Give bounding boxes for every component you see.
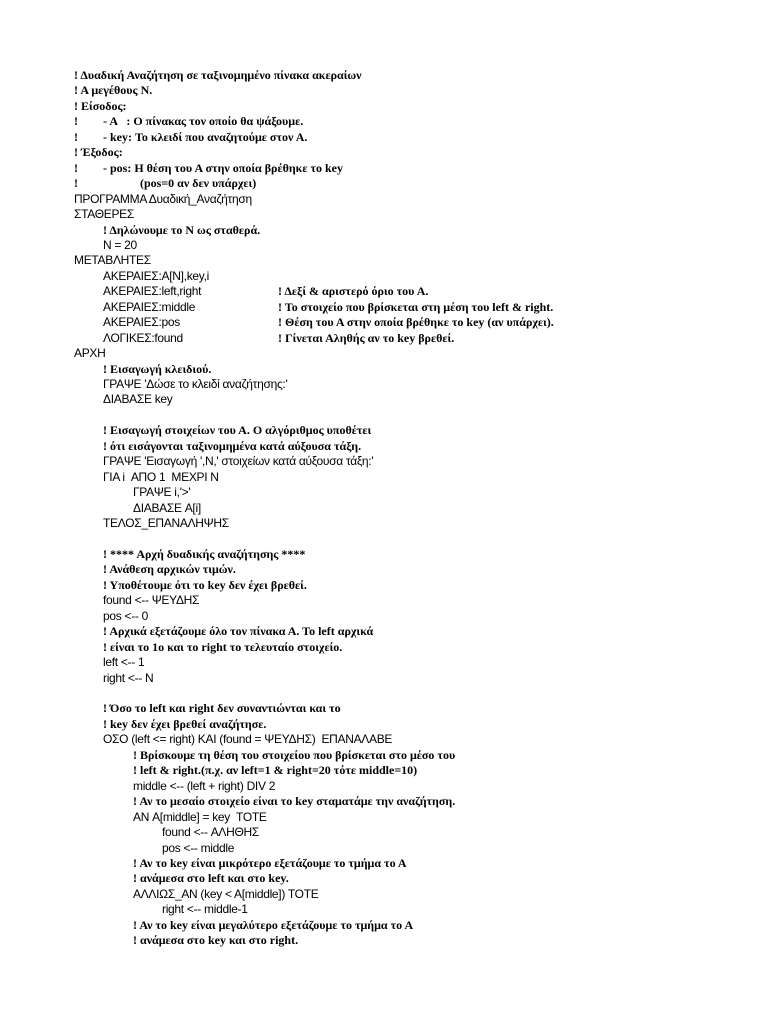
code-text: ΓΙΑ i ΑΠΟ 1 ΜΕΧΡΙ N xyxy=(103,469,219,484)
code-line xyxy=(0,918,768,934)
code-text: pos <-- 0 xyxy=(103,608,148,623)
code-line xyxy=(0,562,768,578)
comment-text: - pos: Η θέση του Α στην οποία βρέθηκε το key xyxy=(103,160,343,175)
code-text: ΟΣΟ (left <= right) ΚΑΙ (found = ΨΕΥΔΗΣ) ΕΠΑΝΑΛΑΒΕ xyxy=(103,732,393,747)
blank-line xyxy=(0,686,768,702)
comment-text: ! Αρχικά εξετάζουμε όλο τον πίνακα Α. Το left αρχικά xyxy=(103,624,374,639)
code-line xyxy=(0,454,768,470)
code-line xyxy=(0,346,768,362)
comment-text: ! xyxy=(74,129,78,144)
comment-text: ! Υποθέτουμε ότι το key δεν έχει βρεθεί. xyxy=(103,577,307,592)
code-line xyxy=(0,902,768,918)
comment-text: ! Το στοιχείο που βρίσκεται στη μέση του left & right. xyxy=(278,299,554,314)
code-line xyxy=(0,331,768,347)
code-line xyxy=(0,501,768,517)
code-text: N = 20 xyxy=(103,237,137,252)
code-text: middle <-- (left + right) DIV 2 xyxy=(133,778,276,793)
code-line xyxy=(0,671,768,687)
code-line xyxy=(0,748,768,764)
comment-text: ! Γίνεται Αληθής αν το key βρεθεί. xyxy=(278,330,455,345)
code-text: ΤΕΛΟΣ_ΕΠΑΝΑΛΗΨΗΣ xyxy=(103,516,229,531)
code-text: ΓΡΑΨΕ 'Δώσε το κλειδί αναζήτησης:' xyxy=(103,377,288,391)
code-line xyxy=(0,284,768,300)
code-text: ΑΝ A[middle] = key ΤΟΤΕ xyxy=(133,809,267,824)
code-text: left <-- 1 xyxy=(103,655,145,670)
comment-text: ! Δηλώνουμε το Ν ως σταθερά. xyxy=(103,222,261,237)
comment-text: ! είναι το 1ο και το right το τελευταίο στοιχείο. xyxy=(103,639,343,654)
code-text: ΔΙΑΒΑΣΕ key xyxy=(103,392,173,407)
comment-text: ! Έξοδος: xyxy=(74,145,123,160)
code-line xyxy=(0,717,768,733)
code-line xyxy=(0,933,768,949)
comment-text: ! Α μεγέθους Ν. xyxy=(74,83,153,98)
code-line xyxy=(0,269,768,285)
code-line xyxy=(0,114,768,130)
code-line xyxy=(0,887,768,903)
code-text: ΑΚΕΡΑΙΕΣ:pos xyxy=(103,315,180,330)
code-line xyxy=(0,779,768,795)
comment-text: ! **** Αρχή δυαδικής αναζήτησης **** xyxy=(103,546,306,561)
code-line xyxy=(0,423,768,439)
comment-text: ! ανάμεσα στο left και στο key. xyxy=(133,871,289,886)
code-line xyxy=(0,871,768,887)
comment-text: - key: Το κλειδί που αναζητούμε στον Α. xyxy=(103,129,308,144)
code-line xyxy=(0,841,768,857)
code-line xyxy=(0,362,768,378)
comment-text: ! left & right.(π.χ. αν left=1 & right=20 τότε middle=10) xyxy=(133,763,418,778)
code-text: right <-- middle-1 xyxy=(162,902,248,917)
code-line xyxy=(0,732,768,748)
code-line xyxy=(0,192,768,208)
code-text: ΑΚΕΡΑΙΕΣ:A[N],key,i xyxy=(103,268,209,283)
code-line xyxy=(0,392,768,408)
code-text: pos <-- middle xyxy=(162,840,235,855)
code-line xyxy=(0,810,768,826)
comment-text: ! Βρίσκουμε τη θέση του στοιχείου που βρίσκεται στο μέσο του xyxy=(133,747,456,762)
code-line xyxy=(0,825,768,841)
code-line xyxy=(0,593,768,609)
code-text: ΛΟΓΙΚΕΣ:found xyxy=(103,330,183,345)
code-line xyxy=(0,470,768,486)
code-text: ΣΤΑΘΕΡΕΣ xyxy=(74,207,134,222)
comment-text: ! ανάμεσα στο key και στο right. xyxy=(133,933,299,948)
code-line xyxy=(0,207,768,223)
code-line xyxy=(0,238,768,254)
code-text: ΑΡΧΗ xyxy=(74,346,106,361)
code-line xyxy=(0,640,768,656)
comment-text: ! key δεν έχει βρεθεί αναζήτησε. xyxy=(103,716,267,731)
code-line xyxy=(0,485,768,501)
code-line xyxy=(0,145,768,161)
code-line xyxy=(0,223,768,239)
comment-text: ! Όσο το left και right δεν συναντιώνται και το xyxy=(103,701,341,716)
comment-text: ! Είσοδος: xyxy=(74,98,127,113)
code-text: ΜΕΤΑΒΛΗΤΕΣ xyxy=(74,253,151,268)
comment-text: ! Εισαγωγή στοιχείων του Α. Ο αλγόριθμος υποθέτει xyxy=(103,423,372,438)
comment-text: ! Εισαγωγή κλειδιού. xyxy=(103,361,212,376)
code-text: ΓΡΑΨΕ 'Εισαγωγή ',N,' στοιχείων κατά αύξουσα τάξη:' xyxy=(103,454,374,469)
code-line xyxy=(0,300,768,316)
comment-text: ! Ανάθεση αρχικών τιμών. xyxy=(103,562,236,577)
code-line xyxy=(0,578,768,594)
comment-text: ! Θέση του Α στην οποία βρέθηκε το key (αν υπάρχει). xyxy=(278,315,554,330)
comment-text: (pos=0 αν δεν υπάρχει) xyxy=(140,176,257,191)
blank-line xyxy=(0,532,768,548)
code-line xyxy=(0,794,768,810)
code-text: ΑΛΛΙΩΣ_ΑΝ (key < A[middle]) ΤΟΤΕ xyxy=(133,886,319,901)
comment-text: ! xyxy=(74,160,78,175)
code-line xyxy=(0,377,768,393)
code-line xyxy=(0,315,768,331)
code-line xyxy=(0,130,768,146)
code-text: found <-- ΑΛΗΘΗΣ xyxy=(162,825,260,840)
comment-text: ! Αν το key είναι μικρότερο εξετάζουμε το τμήμα το Α xyxy=(133,855,407,870)
code-line xyxy=(0,516,768,532)
comment-text: ! xyxy=(74,176,78,191)
code-line xyxy=(0,547,768,563)
code-line xyxy=(0,856,768,872)
code-line xyxy=(0,68,768,84)
code-text: found <-- ΨΕΥΔΗΣ xyxy=(103,593,200,608)
comment-text: ! Δυαδική Αναζήτηση σε ταξινομημένο πίνακα ακεραίων xyxy=(74,68,362,82)
comment-text: ! Αν το key είναι μεγαλύτερο εξετάζουμε το τμήμα το Α xyxy=(133,917,414,932)
code-line xyxy=(0,253,768,269)
comment-text: ! Αν το μεσαίο στοιχείο είναι το key σταματάμε την αναζήτηση. xyxy=(133,794,456,809)
code-line xyxy=(0,763,768,779)
code-line xyxy=(0,439,768,455)
code-text: ΠΡΟΓΡΑΜΜΑ Δυαδική_Αναζήτηση xyxy=(74,191,252,206)
code-text: right <-- N xyxy=(103,670,154,685)
code-text: ΑΚΕΡΑΙΕΣ:middle xyxy=(103,299,196,314)
code-line xyxy=(0,83,768,99)
code-text: ΓΡΑΨΕ i,'>' xyxy=(133,485,191,500)
comment-text: ! xyxy=(74,114,78,129)
blank-line xyxy=(0,408,768,424)
comment-text: ! Δεξί & αριστερό όριο του Α. xyxy=(278,284,429,299)
code-text: ΑΚΕΡΑΙΕΣ:left,right xyxy=(103,284,202,299)
code-line xyxy=(0,176,768,192)
comment-text: ! ότι εισάγονται ταξινομημένα κατά αύξουσα τάξη. xyxy=(103,438,362,453)
code-line xyxy=(0,701,768,717)
code-line xyxy=(0,655,768,671)
comment-text: - A : Ο πίνακας τον οποίο θα ψάξουμε. xyxy=(103,114,304,129)
code-line xyxy=(0,624,768,640)
code-text: ΔΙΑΒΑΣΕ A[i] xyxy=(133,500,201,515)
code-line xyxy=(0,99,768,115)
code-line xyxy=(0,161,768,177)
code-line xyxy=(0,609,768,625)
